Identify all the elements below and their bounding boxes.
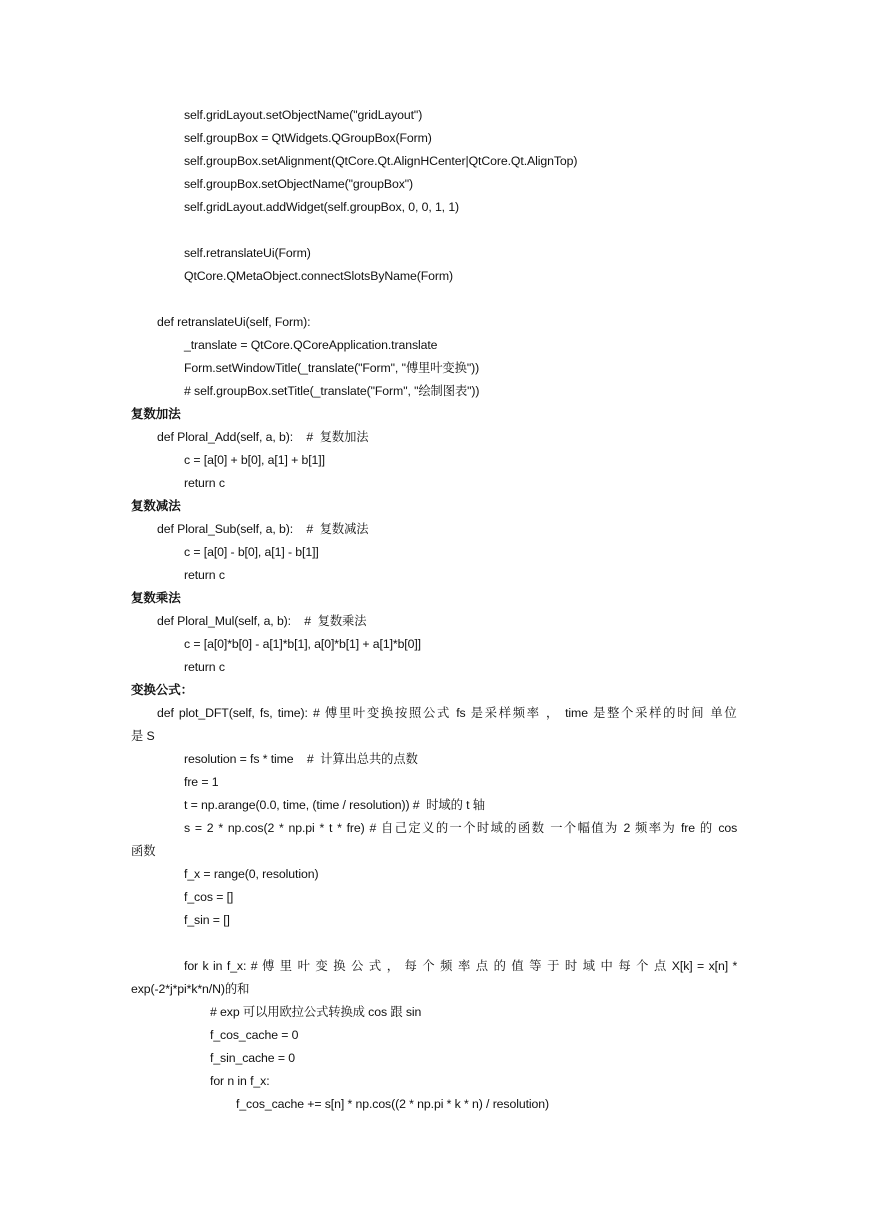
code-line-text: def plot_DFT(self, fs, time): # 傅里叶变换按照公式 fs 是采样频率 ， time 是整个采样的时间 单位 [157, 706, 737, 720]
code-line-text: for k in f_x: # 傅 里 叶 变 换 公 式 ， 每 个 频 率 点 的 值 等 于 时 域 中 每 个 点 X[k] = x[n] * [184, 959, 738, 973]
code-line: f_cos_cache = 0 [210, 1028, 299, 1042]
code-line: c = [a[0] + b[0], a[1] + b[1]] [184, 453, 325, 467]
section-heading: 复数加法 [131, 407, 181, 421]
code-line: fre = 1 [184, 775, 219, 789]
code-line: self.gridLayout.addWidget(self.groupBox, 0, 0, 1, 1) [184, 200, 460, 214]
code-line: f_cos_cache += s[n] * np.cos((2 * np.pi * k * n) / resolution) [236, 1097, 550, 1111]
code-line: def Ploral_Sub(self, a, b): # 复数减法 [157, 522, 369, 536]
code-line [0, 955, 869, 978]
code-line: c = [a[0] - b[0], a[1] - b[1]] [184, 545, 319, 559]
code-line: f_x = range(0, resolution) [184, 867, 319, 881]
code-line: f_sin_cache = 0 [210, 1051, 295, 1065]
section-heading: 变换公式： [131, 683, 194, 697]
code-line: QtCore.QMetaObject.connectSlotsByName(Form) [184, 269, 454, 283]
code-line: f_cos = [] [184, 890, 234, 904]
code-line: 函数 [131, 844, 156, 858]
code-line-text: s = 2 * np.cos(2 * np.pi * t * fre) # 自己定义的一个时域的函数 一个幅值为 2 频率为 fre 的 cos [184, 821, 738, 835]
code-line: f_sin = [] [184, 913, 230, 927]
code-line [0, 817, 869, 840]
code-line: def Ploral_Add(self, a, b): # 复数加法 [157, 430, 369, 444]
code-line: for n in f_x: [210, 1074, 270, 1088]
code-line [0, 702, 869, 725]
code-line: Form.setWindowTitle(_translate("Form", "傅里叶变换")) [184, 361, 480, 375]
code-line: exp(-2*j*pi*k*n/N)的和 [131, 982, 250, 996]
code-line: return c [184, 660, 225, 674]
code-line: self.retranslateUi(Form) [184, 246, 311, 260]
blank-line [0, 219, 869, 242]
code-line: self.groupBox.setAlignment(QtCore.Qt.AlignHCenter|QtCore.Qt.AlignTop) [184, 154, 578, 168]
code-line: # exp 可以用欧拉公式转换成 cos 跟 sin [210, 1005, 422, 1019]
code-line: return c [184, 476, 225, 490]
code-line: self.groupBox.setObjectName("groupBox") [184, 177, 414, 191]
code-line: 是 S [131, 729, 155, 743]
code-line: self.groupBox = QtWidgets.QGroupBox(Form) [184, 131, 432, 145]
section-heading: 复数减法 [131, 499, 181, 513]
code-line: # self.groupBox.setTitle(_translate("Form", "绘制图表")) [184, 384, 480, 398]
blank-line [0, 932, 869, 955]
blank-line [0, 288, 869, 311]
code-line: def Ploral_Mul(self, a, b): # 复数乘法 [157, 614, 367, 628]
code-line: resolution = fs * time # 计算出总共的点数 [184, 752, 418, 766]
code-line: return c [184, 568, 225, 582]
document-body [0, 104, 869, 1116]
code-line: t = np.arange(0.0, time, (time / resolution)) # 时域的 t 轴 [184, 798, 485, 812]
section-heading: 复数乘法 [131, 591, 181, 605]
code-line: self.gridLayout.setObjectName("gridLayout") [184, 108, 423, 122]
code-line: def retranslateUi(self, Form): [157, 315, 311, 329]
code-line: _translate = QtCore.QCoreApplication.translate [184, 338, 438, 352]
code-line: c = [a[0]*b[0] - a[1]*b[1], a[0]*b[1] + a[1]*b[0]] [184, 637, 421, 651]
